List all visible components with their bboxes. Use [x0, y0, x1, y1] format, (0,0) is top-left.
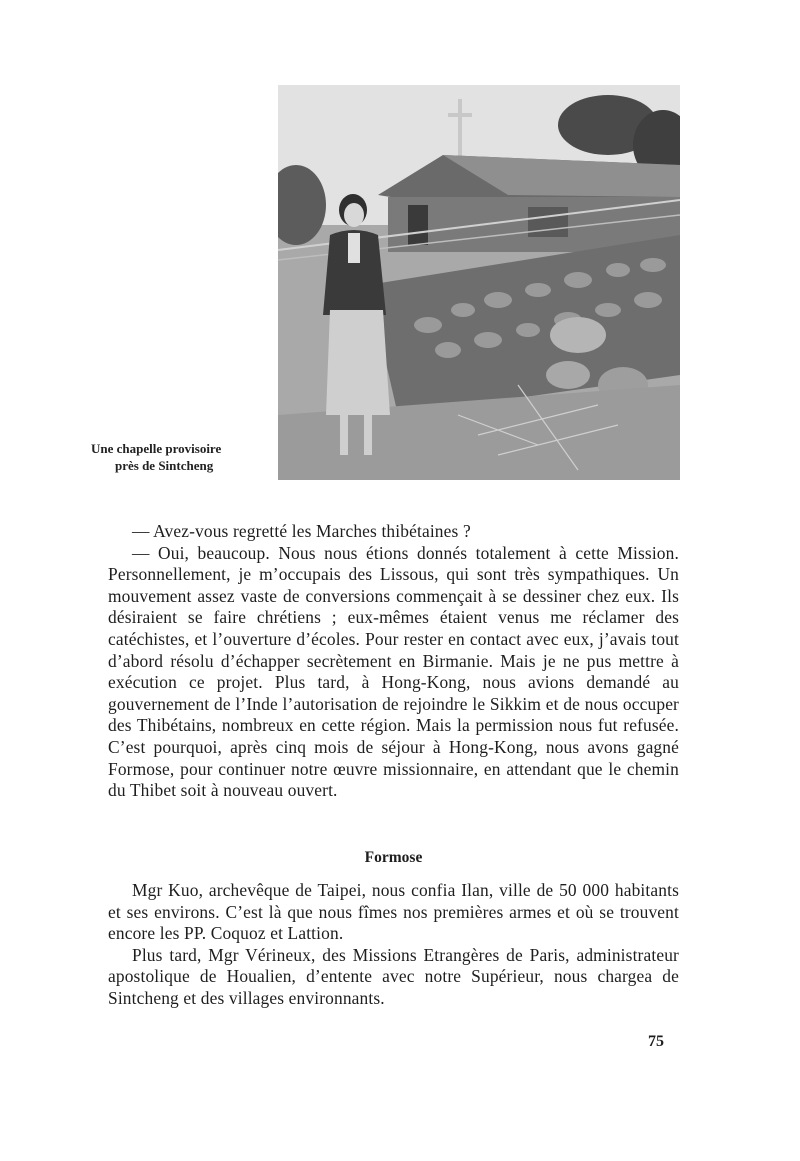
dialogue-question: — Avez-vous regretté les Marches thibétaines ?: [132, 521, 471, 541]
section-paragraph: Plus tard, Mgr Vérineux, des Missions Etrangères de Paris, administrateur apostolique de Houalien, d’entente avec notre Supérieur, nous chargea de Sintcheng et des villages environnants.: [108, 944, 679, 1008]
caption-line-2: près de Sintcheng: [115, 458, 214, 473]
page-number: 75: [648, 1033, 664, 1050]
caption-line-1: Une chapelle provisoire: [91, 441, 222, 456]
section-heading: Formose: [364, 849, 423, 866]
section-body: [108, 880, 679, 1010]
dialogue-text: [108, 521, 679, 802]
chapel-photo: [278, 85, 680, 480]
section-paragraph: Mgr Kuo, archevêque de Taipei, nous confia Ilan, ville de 50 000 habitants et ses environs. C’est là que nous fîmes nos premières armes et où se trouvent encore les PP. Coquoz et Lattion.: [108, 880, 679, 944]
chapel-photo-drawing: [278, 85, 680, 480]
dialogue-answer: — Oui, beaucoup. Nous nous étions donnés totalement à cette Mission. Personnellement, je m’occupais des Lissous, qui sont très sympathiques. Un mouvement assez vaste de conversions commençait à se dessiner chez eux. Ils désiraient se faire chrétiens ; eux-mêmes étaient venus me réclamer des catéchistes, et l’ouverture d’écoles. Pour rester en contact avec eux, j’avais tout d’abord résolu d’échapper secrètement en Birmanie. Mais je ne pus mettre à exécution ce projet. Plus tard, à Hong-Kong, nous avions demandé au gouvernement de l’Inde l’autorisation de rejoindre le Sikkim et de nous occuper des Thibétains, nombreux en cette région. Mais la permission nous fut refusée. C’est pourquoi, après cinq mois de séjour à Hong-Kong, nous avons gagné Formose, pour continuer notre œuvre missionnaire, en attendant que le chemin du Thibet soit à nouveau ouvert.: [108, 542, 679, 801]
figure-caption: [88, 440, 278, 474]
